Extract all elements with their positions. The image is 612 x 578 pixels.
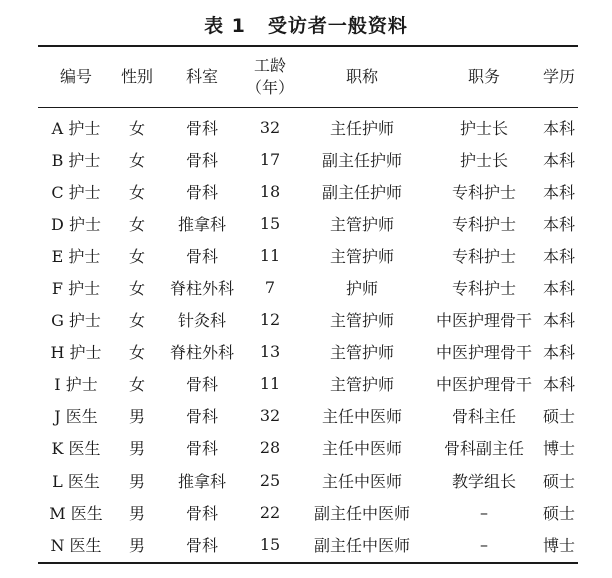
- cell-id: K 医生: [51, 439, 101, 459]
- cell-position: 专科护士: [451, 279, 516, 299]
- table-row: [38, 304, 578, 336]
- cell-years: 32: [259, 406, 281, 426]
- cell-sex: 女: [128, 375, 145, 395]
- cell-id: I 护士: [54, 375, 98, 395]
- cell-position: 专科护士: [451, 182, 516, 202]
- cell-professional-title: 主任中医师: [321, 407, 402, 427]
- table-row: [38, 368, 578, 400]
- cell-education: 本科: [542, 279, 575, 299]
- cell-position: 护士长: [459, 118, 508, 138]
- cell-education: 硕士: [542, 503, 575, 523]
- table-row: [38, 432, 578, 464]
- table-row: [38, 207, 578, 239]
- header-department: 科室: [160, 46, 244, 108]
- cell-education: 本科: [542, 246, 575, 266]
- cell-sex: 男: [128, 439, 145, 459]
- cell-id: G 护士: [51, 311, 101, 331]
- cell-professional-title: 副主任中医师: [313, 503, 410, 523]
- cell-department: 推拿科: [177, 471, 226, 491]
- table-row: [38, 239, 578, 271]
- cell-sex: 女: [128, 279, 145, 299]
- cell-department: 骨科: [185, 439, 218, 459]
- table-row: [38, 175, 578, 207]
- cell-id: D 护士: [51, 214, 101, 234]
- cell-education: 本科: [542, 118, 575, 138]
- cell-professional-title: 主管护师: [329, 375, 394, 395]
- cell-position: 护士长: [459, 150, 508, 170]
- cell-id: F 护士: [51, 279, 101, 299]
- cell-sex: 男: [128, 407, 145, 427]
- header-professional-title: 职称: [296, 46, 428, 108]
- cell-department: 骨科: [185, 407, 218, 427]
- cell-id: B 护士: [51, 150, 101, 170]
- table-row: [38, 496, 578, 528]
- cell-years: 15: [259, 213, 281, 233]
- table-caption: [0, 14, 612, 38]
- header-position: 职务: [428, 46, 540, 108]
- cell-department: 骨科: [185, 503, 218, 523]
- cell-id: M 医生: [49, 503, 103, 523]
- header-id: 编号: [38, 46, 114, 108]
- cell-id: H 护士: [50, 343, 102, 363]
- cell-position: 中医护理骨干: [435, 343, 532, 363]
- cell-education: 本科: [542, 150, 575, 170]
- cell-id: N 医生: [38, 528, 114, 563]
- header-education: 学历: [540, 46, 578, 108]
- cell-professional-title: 主任护师: [329, 118, 394, 138]
- cell-sex: 男: [128, 471, 145, 491]
- table-row: [38, 464, 578, 496]
- cell-position: 中医护理骨干: [435, 311, 532, 331]
- respondents-table: [38, 45, 578, 564]
- cell-id: C 护士: [51, 182, 101, 202]
- table-row: [38, 336, 578, 368]
- cell-years: 15: [244, 528, 296, 563]
- cell-department: 骨科: [160, 528, 244, 563]
- cell-department: 针灸科: [177, 311, 226, 331]
- cell-position: 专科护士: [451, 246, 516, 266]
- cell-department: 脊柱外科: [169, 343, 234, 363]
- cell-position: –: [428, 528, 540, 563]
- cell-professional-title: 副主任护师: [321, 150, 402, 170]
- cell-position: 骨科副主任: [443, 439, 524, 459]
- cell-professional-title: 主任中医师: [321, 471, 402, 491]
- table-body: [38, 108, 578, 564]
- cell-position: 专科护士: [451, 214, 516, 234]
- header-years-unit: （年）: [245, 78, 294, 97]
- cell-years: 25: [259, 470, 281, 490]
- cell-professional-title: 主管护师: [329, 343, 394, 363]
- header-years: [244, 46, 296, 108]
- cell-years: 13: [259, 342, 281, 362]
- cell-sex: 女: [128, 246, 145, 266]
- cell-education: 本科: [542, 182, 575, 202]
- cell-sex: 女: [128, 182, 145, 202]
- cell-sex: 女: [128, 150, 145, 170]
- cell-education: 硕士: [542, 407, 575, 427]
- cell-education: 博士: [540, 528, 578, 563]
- table-title: 受访者一般资料: [267, 15, 408, 37]
- cell-years: 22: [259, 502, 281, 522]
- cell-education: 硕士: [542, 471, 575, 491]
- cell-education: 本科: [542, 214, 575, 234]
- table-number: 表 1: [204, 15, 246, 37]
- cell-years: 28: [259, 438, 281, 458]
- cell-department: 骨科: [185, 118, 218, 138]
- table-row: [38, 400, 578, 432]
- cell-position: 骨科主任: [451, 407, 516, 427]
- cell-sex: 女: [128, 343, 145, 363]
- cell-professional-title: 主管护师: [329, 214, 394, 234]
- cell-sex: 男: [128, 503, 145, 523]
- cell-sex: 女: [128, 214, 145, 234]
- cell-id: A 护士: [51, 118, 101, 138]
- table-row: [38, 108, 578, 144]
- cell-education: 本科: [542, 311, 575, 331]
- cell-position: 教学组长: [451, 471, 516, 491]
- cell-department: 骨科: [185, 182, 218, 202]
- cell-professional-title: 主任中医师: [321, 439, 402, 459]
- cell-education: 本科: [542, 375, 575, 395]
- cell-sex: 男: [114, 528, 160, 563]
- cell-years: 12: [259, 310, 281, 330]
- cell-position: –: [480, 502, 488, 522]
- cell-sex: 女: [128, 118, 145, 138]
- cell-education: 本科: [542, 343, 575, 363]
- cell-id: E 护士: [51, 246, 101, 266]
- cell-department: 骨科: [185, 375, 218, 395]
- cell-professional-title: 护师: [345, 279, 378, 299]
- cell-department: 推拿科: [177, 214, 226, 234]
- cell-years: 11: [259, 245, 281, 265]
- cell-professional-title: 主管护师: [329, 246, 394, 266]
- cell-id: L 医生: [52, 471, 100, 491]
- table-row: [38, 528, 578, 563]
- cell-years: 17: [259, 149, 281, 169]
- cell-id: J 医生: [54, 407, 98, 427]
- cell-department: 骨科: [185, 246, 218, 266]
- cell-years: 7: [264, 278, 276, 298]
- cell-years: 18: [259, 181, 281, 201]
- header-sex: 性别: [114, 46, 160, 108]
- table-row: [38, 271, 578, 303]
- cell-professional-title: 主管护师: [329, 311, 394, 331]
- cell-professional-title: 副主任护师: [321, 182, 402, 202]
- table-header: [38, 46, 578, 108]
- cell-professional-title: 副主任中医师: [296, 528, 428, 563]
- cell-sex: 女: [128, 311, 145, 331]
- cell-department: 骨科: [185, 150, 218, 170]
- table-row: [38, 143, 578, 175]
- header-row: [38, 46, 578, 108]
- cell-years: 32: [259, 117, 281, 137]
- cell-position: 中医护理骨干: [435, 375, 532, 395]
- cell-years: 11: [259, 374, 281, 394]
- cell-department: 脊柱外科: [169, 279, 234, 299]
- header-years-label: 工龄: [253, 56, 286, 75]
- cell-education: 博士: [542, 439, 575, 459]
